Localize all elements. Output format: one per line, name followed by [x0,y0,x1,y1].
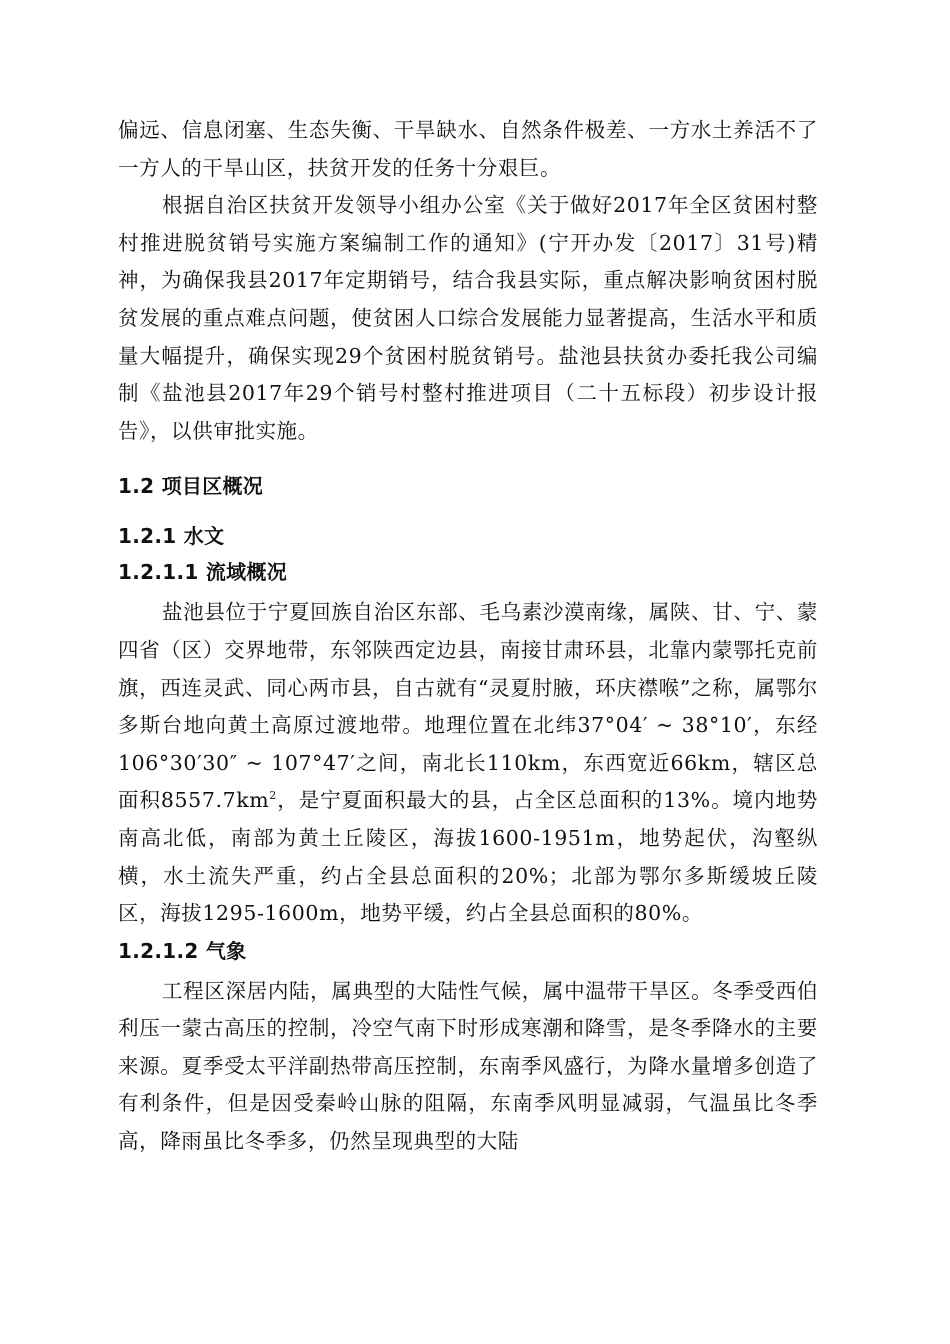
basin-text-part1: 盐池县位于宁夏回族自治区东部、毛乌素沙漠南缘，属陕、甘、宁、蒙四省（区）交界地带，东邻陕西定边县，南接甘肃环县，北靠内蒙鄂托克前旗，西连灵武、同心两市县，自古就有“灵夏肘腋，环庆襟喉”之称，属鄂尔多斯台地向黄土高原过渡地带。地理位置在北纬37°04′ ~ 38°10′，东经106°30′30″ ~ 107°47′之间，南北长110km，东西宽近66km，辖区总面积8557.7km [118,600,818,813]
basin-superscript: 2 [269,789,277,803]
document-page [118,112,818,1161]
heading-project-area-overview: 1.2 项目区概况 [118,474,264,499]
heading-basin-overview: 1.2.1.1 流域概况 [118,560,288,585]
heading-hydrology: 1.2.1 水文 [118,524,225,549]
heading-meteorology: 1.2.1.2 气象 [118,938,247,963]
paragraph-basis: 根据自治区扶贫开发领导小组办公室《关于做好2017年全区贫困村整村推进脱贫销号实施方案编制工作的通知》(宁开办发〔2017〕31号)精神，为确保我县2017年定期销号，结合我县实际，重点解决影响贫困村脱贫发展的重点难点问题，使贫困人口综合发展能力显著提高，生活水平和质量大幅提升，确保实现29个贫困村脱贫销号。盐池县扶贫办委托我公司编制《盐池县2017年29个销号村整村推进项目（二十五标段）初步设计报告》，以供审批实施。 [118,193,818,443]
paragraph-intro-tail: 偏远、信息闭塞、生态失衡、干旱缺水、自然条件极差、一方水土养活不了一方人的干旱山区，扶贫开发的任务十分艰巨。 [118,118,818,180]
paragraph-basin-overview [118,594,818,932]
paragraph-climate: 工程区深居内陆，属典型的大陆性气候，属中温带干旱区。冬季受西伯利压一蒙古高压的控制，冷空气南下时形成寒潮和降雪，是冬季降水的主要来源。夏季受太平洋副热带高压控制，东南季风盛行，为降水量增多创造了有利条件，但是因受秦岭山脉的阻隔，东南季风明显减弱，气温虽比冬季高，降雨虽比冬季多，仍然呈现典型的大陆 [118,978,818,1154]
basin-text-part2: ，是宁夏面积最大的县，占全区总面积的13%。境内地势南高北低，南部为黄土丘陵区，海拔1600-1951m，地势起伏，沟壑纵横，水土流失严重，约占全县总面积的20%；北部为鄂尔多斯缓坡丘陵区，海拔1295-1600m，地势平缓，约占全县总面积的80%。 [118,788,818,926]
